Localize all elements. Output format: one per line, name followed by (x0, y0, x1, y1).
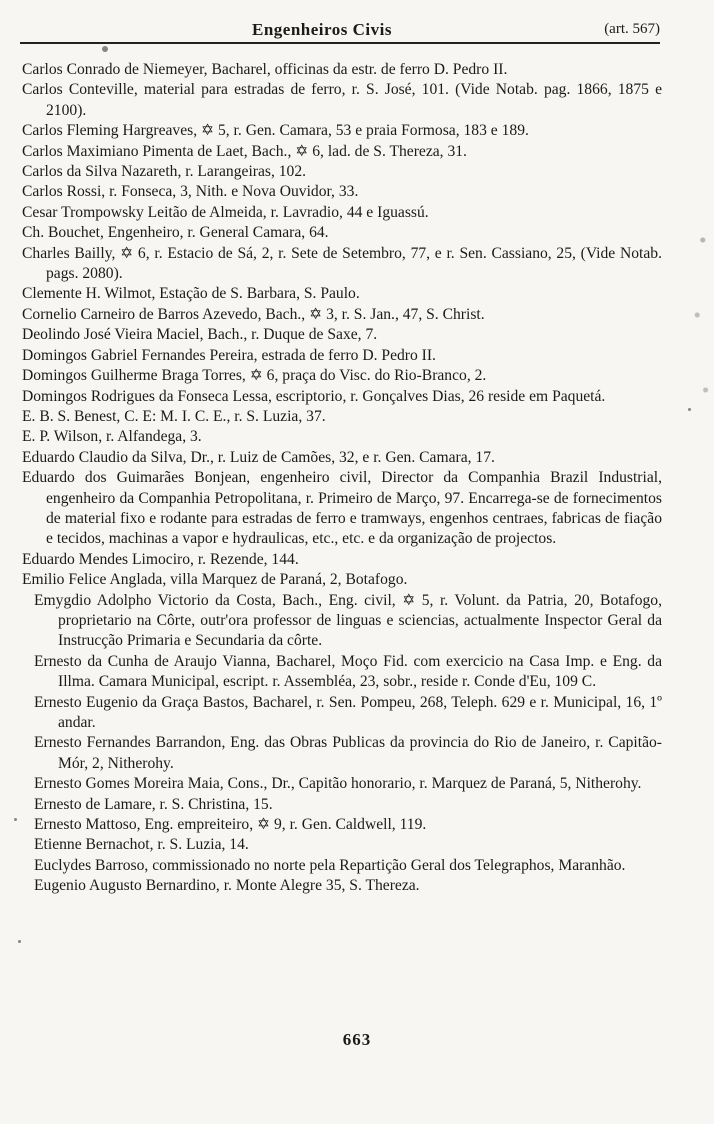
list-item: Domingos Guilherme Braga Torres, ✡ 6, praça do Visc. do Rio-Branco, 2. (22, 367, 487, 385)
list-item: Eugenio Augusto Bernardino, r. Monte Alegre 35, S. Thereza. (34, 877, 420, 895)
ink-speck (18, 940, 21, 943)
list-item: Ch. Bouchet, Engenheiro, r. General Camara, 64. (22, 224, 329, 242)
print-speckle (686, 150, 714, 450)
list-item: Cornelio Carneiro de Barros Azevedo, Bach., ✡ 3, r. S. Jan., 47, S. Christ. (22, 305, 485, 323)
list-item: Ernesto Gomes Moreira Maia, Cons., Dr., Capitão honorario, r. Marquez de Paraná, 5, Nitherohy. (34, 775, 642, 793)
list-item: Ernesto Fernandes Barrandon, Eng. das Obras Publicas da provincia do Rio de Janeiro, r. Capitão-Mór, 2, Nitherohy. (34, 734, 662, 772)
list-item: Ernesto da Cunha de Araujo Vianna, Bacharel, Moço Fid. com exercicio na Casa Imp. e Eng. da Illma. Camara Municipal, escript. r. Assembléa, 23, sobr., reside r. Conde d'Eu, 109 C. (34, 652, 662, 691)
list-item: Charles Bailly, ✡ 6, r. Estacio de Sá, 2, r. Sete de Setembro, 77, e r. Sen. Cassiano, 25, (Vide Notab. pags. 2080). (22, 244, 662, 283)
list-item: Carlos da Silva Nazareth, r. Larangeiras, 102. (22, 163, 307, 181)
list-item: Eduardo Claudio da Silva, Dr., r. Luiz de Camões, 32, e r. Gen. Camara, 17. (22, 448, 495, 466)
list-item: Carlos Conrado de Niemeyer, Bacharel, officinas da estr. de ferro D. Pedro II. (22, 61, 508, 78)
list-item: Emygdio Adolpho Victorio da Costa, Bach., Eng. civil, ✡ 5, r. Volunt. da Patria, 20, Botafogo, proprietario na Côrte, outr'ora professor de linguas e sciencias, actualmente Inspector Geral da Instrucção Primaria e Secundaria da côrte. (34, 591, 662, 650)
list-item: Carlos Conteville, material para estradas de ferro, r. S. José, 101. (Vide Notab. pag. 1866, 1875 e 2100). (22, 81, 662, 119)
list-item: Eduardo dos Guimarães Bonjean, engenheiro civil, Director da Companhia Brazil Industrial, engenheiro da Companhia Petropolitana, r. Primeiro de Março, 97. Encarrega-se de fornecimentos de material fixo e rodante para estradas de ferro e tramways, engenhos centraes, fabricas de fiação e tecidos, machinas a vapor e hydraulicas, etc., etc. e da organização de projectos. (22, 469, 662, 548)
page-header (20, 18, 660, 44)
list-item: E. P. Wilson, r. Alfandega, 3. (22, 428, 202, 446)
section-title: Engenheiros Civis (252, 20, 392, 39)
list-item: Carlos Fleming Hargreaves, ✡ 5, r. Gen. Camara, 53 e praia Formosa, 183 e 189. (22, 122, 529, 140)
list-item: Deolindo José Vieira Maciel, Bach., r. Duque de Saxe, 7. (22, 326, 378, 344)
entry-list (22, 60, 662, 897)
list-item: E. B. S. Benest, C. E: M. I. C. E., r. S. Luzia, 37. (22, 407, 326, 425)
list-item: Carlos Maximiano Pimenta de Laet, Bach., ✡ 6, lad. de S. Thereza, 31. (22, 142, 467, 160)
article-reference: (art. 567) (604, 21, 660, 37)
list-item: Ernesto Eugenio da Graça Bastos, Bacharel, r. Sen. Pompeu, 268, Teleph. 629 e r. Municipal, 16, 1º andar. (34, 693, 662, 731)
list-item: Domingos Gabriel Fernandes Pereira, estrada de ferro D. Pedro II. (22, 346, 436, 364)
list-item: Etienne Bernachot, r. S. Luzia, 14. (34, 836, 249, 854)
list-item: Eduardo Mendes Limociro, r. Rezende, 144. (22, 550, 299, 568)
ink-speck (102, 46, 108, 52)
list-item: Euclydes Barroso, commissionado no norte pela Repartição Geral dos Telegraphos, Maranhão. (34, 856, 626, 874)
list-item: Domingos Rodrigues da Fonseca Lessa, escriptorio, r. Gonçalves Dias, 26 reside em Paquetá. (22, 387, 606, 405)
list-item: Emilio Felice Anglada, villa Marquez de Paraná, 2, Botafogo. (22, 571, 408, 589)
list-item: Carlos Rossi, r. Fonseca, 3, Nith. e Nova Ouvidor, 33. (22, 183, 359, 201)
ink-speck (688, 408, 691, 411)
ink-speck (14, 818, 17, 821)
list-item: Ernesto de Lamare, r. S. Christina, 15. (34, 795, 273, 813)
page-number: 663 (342, 1030, 372, 1049)
list-item: Cesar Trompowsky Leitão de Almeida, r. Lavradio, 44 e Iguassú. (22, 203, 429, 221)
list-item: Ernesto Mattoso, Eng. empreiteiro, ✡ 9, r. Gen. Caldwell, 119. (34, 816, 427, 834)
list-item: Clemente H. Wilmot, Estação de S. Barbara, S. Paulo. (22, 285, 360, 303)
